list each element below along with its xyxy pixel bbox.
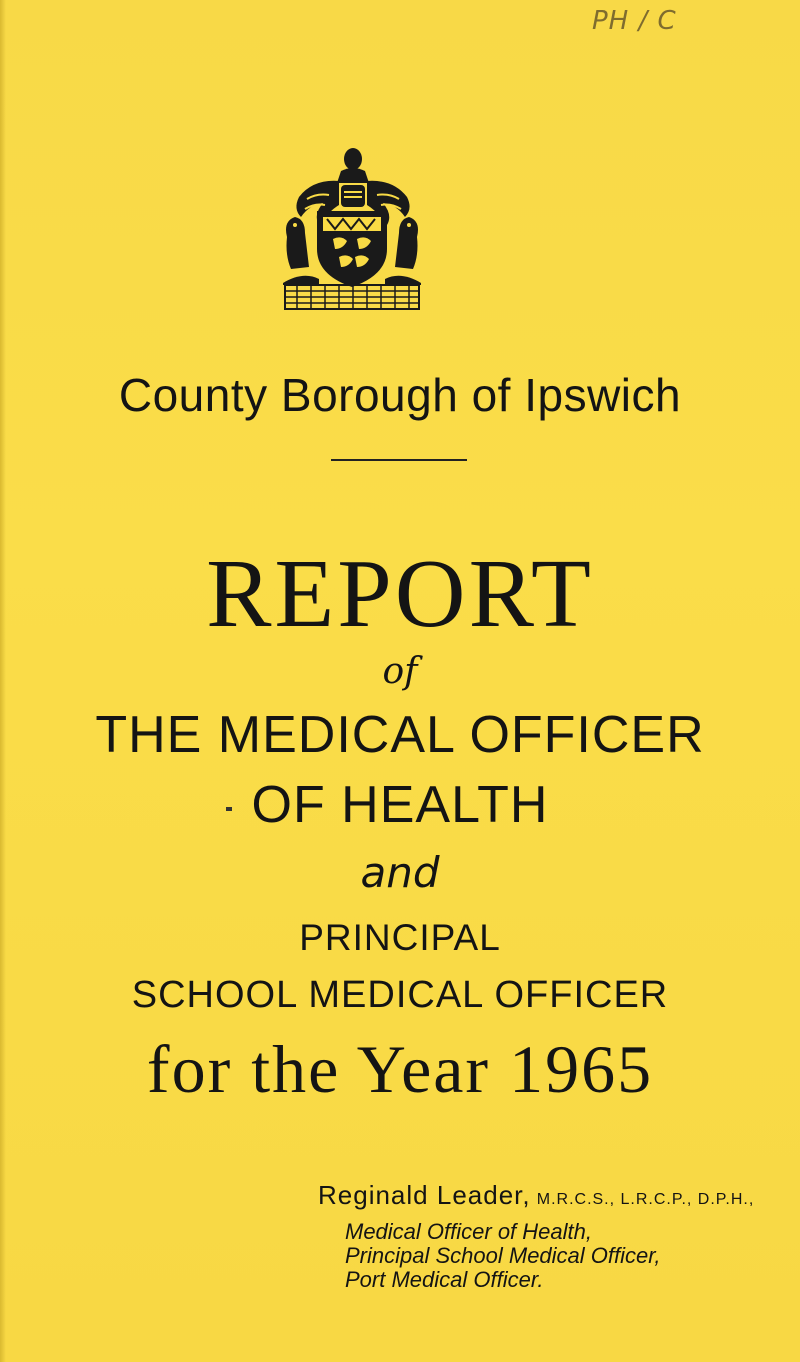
title-school-medical-officer: SCHOOL MEDICAL OFFICER [131,974,669,1016]
author-titles [345,1220,660,1292]
title-of-health: OF HEALTH [251,776,549,834]
author-line [318,1180,788,1211]
borough-coat-of-arms-icon [283,145,421,313]
report-title: REPORT [206,540,594,648]
author-title-line: Port Medical Officer. [345,1267,544,1292]
title-medical-officer: THE MEDICAL OFFICER [95,706,705,764]
handwritten-annotation: PH / C [592,6,677,36]
report-year: for the Year 1965 [146,1031,654,1107]
borough-heading: County Borough of Ipswich [118,369,682,421]
author-qualifications: M.R.C.S., L.R.C.P., D.P.H., [536,1191,755,1208]
author-name: Reginald Leader, [318,1180,531,1210]
title-of: of [382,651,418,692]
title-and: and [360,848,440,897]
divider-rule [331,459,467,461]
author-title-line: Medical Officer of Health, [345,1219,592,1244]
title-principal: PRINCIPAL [299,917,501,958]
author-title-line: Principal School Medical Officer, [345,1243,661,1268]
